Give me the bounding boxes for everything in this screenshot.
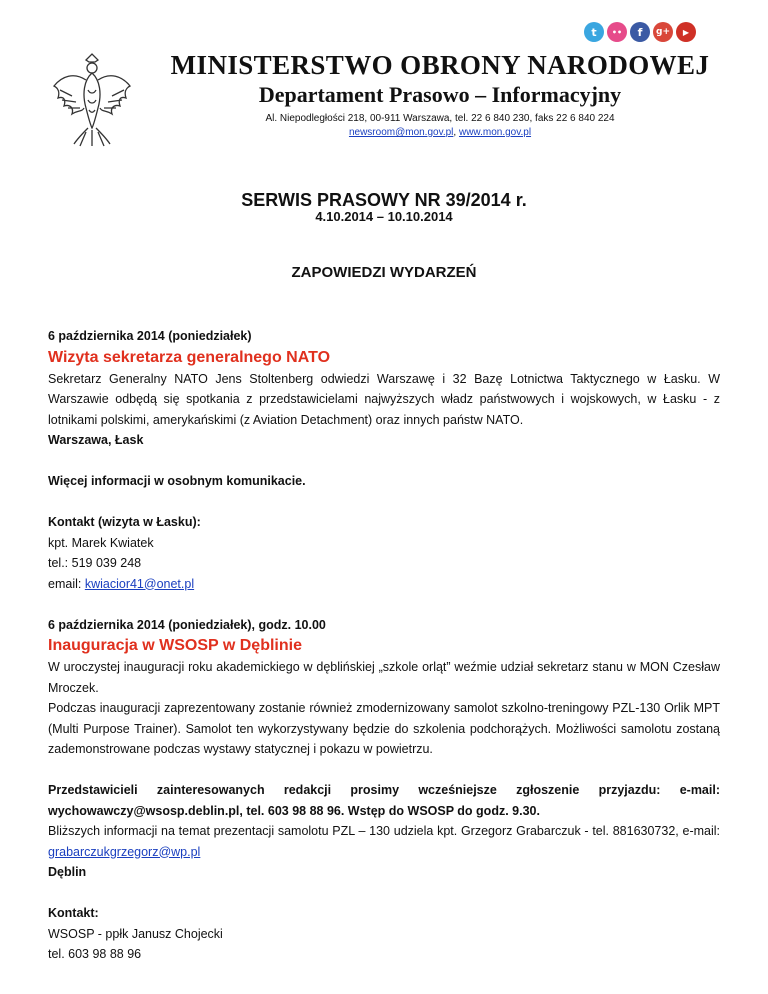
newsroom-email-link[interactable]: newsroom@mon.gov.pl [348, 127, 454, 138]
spacer [48, 760, 720, 781]
facebook-icon[interactable]: f [630, 22, 650, 42]
document-body [48, 326, 720, 965]
event2-info-text: Bliższych informacji na temat prezentacji samolotu PZL – 130 udziela kpt. Grzegorz Grabarczuk - tel. 881630732, e-mail: [48, 824, 720, 838]
contact-links [150, 126, 730, 140]
event2-info-line [48, 821, 720, 862]
event2-title: Inauguracja w WSOSP w Dęblinie [48, 637, 302, 654]
white-eagle-emblem-icon [48, 50, 136, 150]
event2-date: 6 października 2014 (poniedziałek), godz. 10.00 [48, 617, 326, 632]
event2-press-note: Przedstawicieli zainteresowanych redakcji prosimy wcześniejsze zgłoszenie przyjazdu: e-mail: wychowawczy@wsosp.deblin.pl, tel. 603 98 88 96. Wstęp do WSOSP do godz. 9.30. [48, 783, 720, 818]
event1-description: Sekretarz Generalny NATO Jens Stoltenberg odwiedzi Warszawę i 32 Bazę Lotnictwa Taktycznego w Łasku. W Warszawie odbędą się spotkania z przedstawicielami najwyższych władz państwowych i wojskowych, w Łasku - z lotnikami polskimi, amerykańskimi (z Aviation Detachment) oraz innych państw NATO. [48, 371, 720, 427]
press-service-dates: 4.10.2014 – 10.10.2014 [315, 209, 453, 224]
event2-paragraph-2: Podczas inauguracji zaprezentowany zostanie również zmodernizowany samolot szkolno-treningowy PZL-130 Orlik MPT (Multi Purpose Trainer). Samolot ten wykorzystywany będzie do szkolenia podchorążych. Możliwości samolotu zostaną zademonstrowane podczas wystawy statycznej i pokazu w powietrzu. [48, 701, 720, 756]
event1-location: Warszawa, Łask [48, 433, 144, 447]
event1-contact-email-line [48, 574, 720, 595]
event1-date: 6 października 2014 (poniedziałek) [48, 329, 252, 343]
spacer [48, 492, 720, 513]
event2-contact-name: WSOSP - ppłk Janusz Chojecki [48, 926, 223, 941]
event1-more-info: Więcej informacji w osobnym komunikacie. [48, 474, 306, 488]
social-icons-bar [584, 22, 696, 42]
event2-contact-phone: tel. 603 98 88 96 [48, 947, 142, 961]
event1-contact-heading: Kontakt (wizyta w Łasku): [48, 515, 201, 529]
address-line: Al. Niepodległości 218, 00-911 Warszawa, tel. 22 6 840 230, faks 22 6 840 224 [265, 113, 615, 124]
address-block [150, 112, 730, 140]
section-title: ZAPOWIEDZI WYDARZEŃ [291, 264, 477, 281]
spacer [48, 883, 720, 904]
event2-contact-heading: Kontakt: [48, 906, 99, 920]
email-label: email: [48, 576, 85, 591]
event2-info-email-link[interactable]: grabarczukgrzegorz@wp.pl [48, 844, 201, 859]
website-link[interactable]: www.mon.gov.pl [458, 127, 532, 138]
event2-location: Dęblin [48, 865, 87, 879]
event2-paragraph-1: W uroczystej inauguracji roku akademickiego w dęblińskiej „szkole orląt” weźmie udział sekretarz stanu w MON Czesław Mroczek. [48, 660, 720, 695]
event1-title: Wizyta sekretarza generalnego NATO [48, 348, 331, 366]
event1-contact-phone: tel.: 519 039 248 [48, 556, 142, 570]
event1-contact-name: kpt. Marek Kwiatek [48, 535, 154, 550]
flickr-icon[interactable]: •• [607, 22, 627, 42]
press-service-title: SERWIS PRASOWY NR 39/2014 r. [241, 190, 527, 210]
ministry-title: MINISTERSTWO OBRONY NARODOWEJ [170, 50, 710, 80]
event1-contact-email-link[interactable]: kwiacior41@onet.pl [84, 576, 195, 591]
link-separator: , [453, 127, 459, 138]
youtube-icon[interactable]: ▶ [676, 22, 696, 42]
google-plus-icon[interactable]: g+ [653, 22, 673, 42]
twitter-icon[interactable]: t [584, 22, 604, 42]
spacer [48, 451, 720, 472]
spacer [48, 594, 720, 615]
department-title: Departament Prasowo – Informacyjny [258, 82, 622, 107]
